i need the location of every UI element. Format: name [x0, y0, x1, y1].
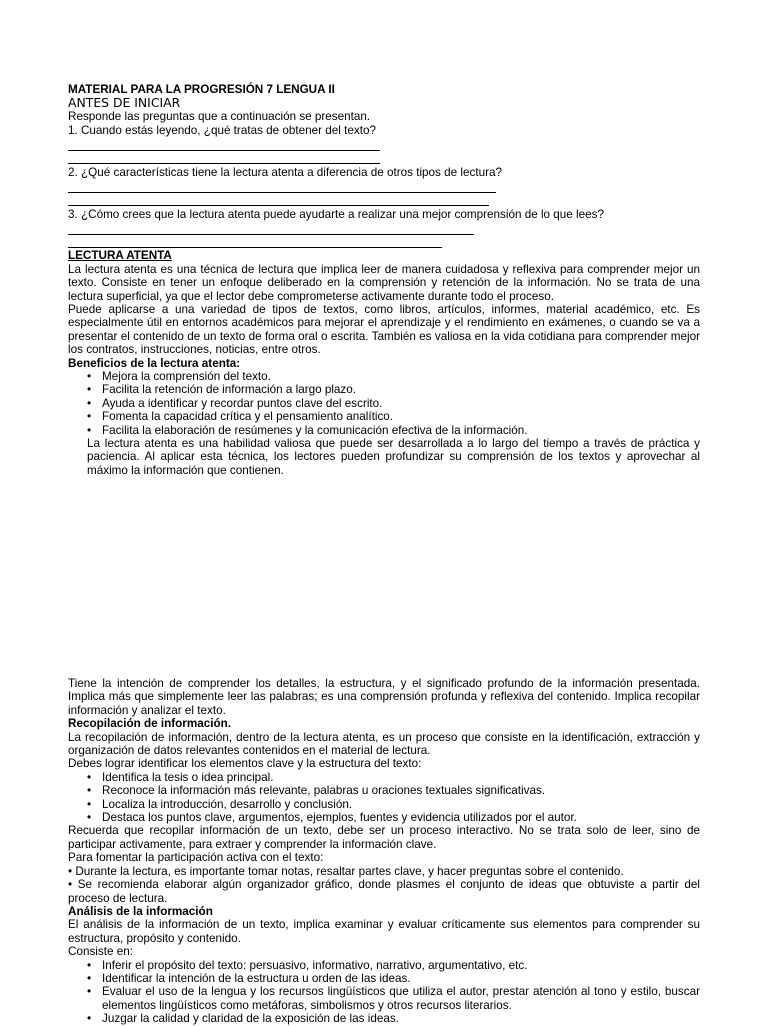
paragraph: Puede aplicarse a una variedad de tipos de textos, como libros, artículos, informes, material académico, etc. Es especialmente útil en entornos académicos para mejorar el aprendizaje y el rendimiento en exámenes, o cuando se va a presentar el contenido de un texto de forma oral o escrita. También es valiosa en la vida cotidiana para comprender mejor los contratos, instrucciones, noticias, entre otros.: [68, 303, 700, 357]
list-item: • Identificar la intención de la estructura u orden de las ideas.: [102, 972, 700, 985]
paragraph: • Durante la lectura, es importante tomar notas, resaltar partes clave, y hacer preguntas sobre el contenido.: [68, 864, 624, 878]
paragraph: La lectura atenta es una técnica de lectura que implica leer de manera cuidadosa y reflexiva para comprender mejor un texto. Consiste en tener un enfoque deliberado en la comprensión y retención de la información. No se trata de una lectura superficial, ya que el lector debe comprometerse activamente durante todo el proceso.: [68, 262, 700, 303]
recopilacion-title: Recopilación de información.: [68, 717, 232, 731]
answer-line[interactable]: [68, 235, 442, 248]
list-item: • Facilita la retención de información a largo plazo.: [102, 383, 700, 396]
paragraph: • Se recomienda elaborar algún organizador gráfico, donde plasmes el conjunto de ideas que obtuviste a partir del proceso de lectura.: [68, 878, 700, 905]
paragraph: Recuerda que recopilar información de un texto, debe ser un proceso interactivo. No se trata solo de leer, sino de participar activamente, para extraer y comprender la información clave.: [68, 824, 700, 851]
analisis-title: Análisis de la información: [68, 904, 213, 918]
answer-line[interactable]: [68, 193, 489, 206]
answer-line[interactable]: [68, 222, 474, 235]
document-title: MATERIAL PARA LA PROGRESIÓN 7 LENGUA II: [68, 83, 335, 96]
answer-line[interactable]: [68, 137, 380, 150]
paragraph: La lectura atenta es una habilidad valiosa que puede ser desarrollada a lo largo del tiempo a través de práctica y paciencia. Al aplicar esta técnica, los lectores pueden profundizar su comprensión de los textos y aprovechar al máximo la información que contienen.: [87, 437, 700, 477]
benefits-list: [68, 370, 700, 437]
recopilacion-list: [68, 771, 700, 825]
question-2: 2. ¿Qué características tiene la lectura atenta a diferencia de otros tipos de lectura?: [68, 166, 502, 179]
paragraph: Tiene la intención de comprender los detalles, la estructura, y el significado profundo de la información presentada. Implica más que simplemente leer las palabras; es una comprensión profunda y reflexiva del contenido. Implica recopilar información y analizar el texto.: [68, 677, 700, 717]
question-3: 3. ¿Cómo crees que la lectura atenta puede ayudarte a realizar una mejor comprensión de lo que lees?: [68, 208, 604, 222]
paragraph: El análisis de la información de un texto, implica examinar y evaluar críticamente sus elementos para comprender su estructura, propósito y contenido.: [68, 918, 700, 945]
page-upper: [68, 83, 700, 477]
list-item: • Localiza la introducción, desarrollo y conclusión.: [102, 798, 700, 811]
list-item: • Fomenta la capacidad crítica y el pensamiento analítico.: [102, 410, 700, 423]
benefits-title: Beneficios de la lectura atenta:: [68, 356, 241, 370]
answer-line[interactable]: [68, 151, 380, 164]
list-item: • Destaca los puntos clave, argumentos, ejemplos, fuentes y evidencia utilizados por el autor.: [102, 811, 700, 824]
list-item: • Mejora la comprensión del texto.: [102, 370, 700, 383]
list-item: • Inferir el propósito del texto: persuasivo, informativo, narrativo, argumentativo, etc.: [102, 959, 700, 972]
answer-line[interactable]: [68, 179, 496, 192]
list-item: • Identifica la tesis o idea principal.: [102, 771, 700, 784]
list-item: • Juzgar la calidad y claridad de la exposición de las ideas.: [102, 1012, 700, 1025]
list-item: • Facilita la elaboración de resúmenes y la comunicación efectiva de la información.: [102, 424, 700, 437]
page-lower: [68, 677, 700, 1026]
paragraph: Debes lograr identificar los elementos clave y la estructura del texto:: [68, 757, 422, 771]
section-heading: LECTURA ATENTA: [68, 249, 172, 263]
instruction: Responde las preguntas que a continuación se presentan.: [68, 110, 371, 124]
list-item: • Reconoce la información más relevante, palabras u oraciones textuales significativas.: [102, 784, 700, 797]
paragraph: Para fomentar la participación activa con el texto:: [68, 851, 324, 865]
paragraph: La recopilación de información, dentro de la lectura atenta, es un proceso que consiste en la identificación, extracción y organización de datos relevantes contenidos en el material de lectura.: [68, 730, 700, 758]
question-1: 1. Cuando estás leyendo, ¿qué tratas de obtener del texto?: [68, 123, 376, 137]
analisis-list: [68, 959, 700, 1026]
list-item: • Evaluar el uso de la lengua y los recursos lingüísticos que utiliza el autor, prestar atención al tono y estilo, buscar elementos lingüísticos como metáforas, simbolismos y otros recursos literarios.: [102, 985, 700, 1012]
list-item: • Ayuda a identificar y recordar puntos clave del escrito.: [102, 397, 700, 410]
section-subtitle: ANTES DE INICIAR: [68, 95, 181, 111]
paragraph: Consiste en:: [68, 945, 133, 959]
